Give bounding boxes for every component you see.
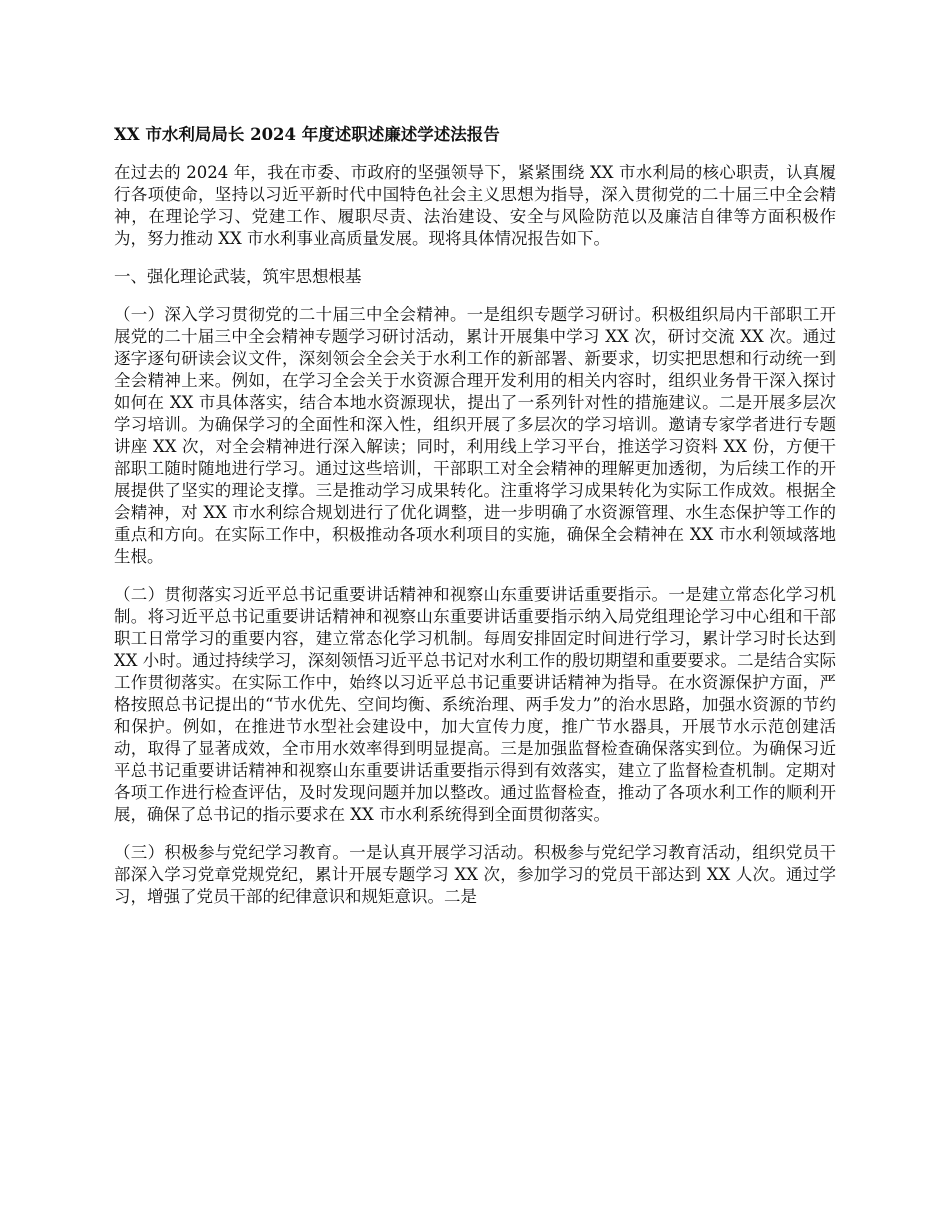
document-title: XX 市水利局局长 2024 年度述职述廉述学述法报告: [114, 125, 500, 144]
paragraph-3: （三）积极参与党纪学习教育。一是认真开展学习活动。积极参与党纪学习教育活动，组织党员干部深入学习党章党规党纪，累计开展专题学习 XX 次，参加学习的党员干部达到 XX 人次。通过学习，增强了党员干部的纪律意识和规矩意识。二是: [114, 843, 836, 906]
paragraph-1: （一）深入学习贯彻党的二十届三中全会精神。一是组织专题学习研讨。积极组织局内干部职工开展党的二十届三中全会精神专题学习研讨活动，累计开展集中学习 XX 次，研讨交流 XX 次。通过逐字逐句研读会议文件，深刻领会全会关于水利工作的新部署、新要求，切实把思想和行动统一到全会精神上来。例如，在学习全会关于水资源合理开发利用的相关内容时，组织业务骨干深入探讨如何在 XX 市具体落实，结合本地水资源现状，提出了一系列针对性的措施建议。二是开展多层次学习培训。为确保学习的全面性和深入性，组织开展了多层次的学习培训。邀请专家学者进行专题讲座 XX 次，对全会精神进行深入解读；同时，利用线上学习平台，推送学习资料 XX 份，方便干部职工随时随地进行学习。通过这些培训，干部职工对全会精神的理解更加透彻，为后续工作的开展提供了坚实的理论支撑。三是推动学习成果转化。注重将学习成果转化为实际工作成效。根据全会精神，对 XX 市水利综合规划进行了优化调整，进一步明确了水资源管理、水生态保护等工作的重点和方向。在实际工作中，积极推动各项水利项目的实施，确保全会精神在 XX 市水利领域落地生根。: [114, 305, 836, 566]
section-heading-1: 一、强化理论武装，筑牢思想根基: [114, 267, 362, 286]
paragraph-2: （二）贯彻落实习近平总书记重要讲话精神和视察山东重要讲话重要指示。一是建立常态化学习机制。将习近平总书记重要讲话精神和视察山东重要讲话重要指示纳入局党组理论学习中心组和干部职工日常学习的重要内容，建立常态化学习机制。每周安排固定时间进行学习，累计学习时长达到 XX 小时。通过持续学习，深刻领悟习近平总书记对水利工作的殷切期望和重要要求。二是结合实际工作贯彻落实。在实际工作中，始终以习近平总书记重要讲话精神为指导。在水资源保护方面，严格按照总书记提出的“节水优先、空间均衡、系统治理、两手发力”的治水思路，加强水资源的节约和保护。例如，在推进节水型社会建设中，加大宣传力度，推广节水器具，开展节水示范创建活动，取得了显著成效，全市用水效率得到明显提高。三是加强监督检查确保落实到位。为确保习近平总书记重要讲话精神和视察山东重要讲话重要指示得到有效落实，建立了监督检查机制。定期对各项工作进行检查评估，及时发现问题并加以整改。通过监督检查，推动了各项水利工作的顺利开展，确保了总书记的指示要求在 XX 市水利系统得到全面贯彻落实。: [114, 585, 836, 824]
document-page: [114, 124, 836, 924]
intro-paragraph: 在过去的 2024 年，我在市委、市政府的坚强领导下，紧紧围绕 XX 市水利局的核心职责，认真履行各项使命，坚持以习近平新时代中国特色社会主义思想为指导，深入贯彻党的二十届三中全会精神，在理论学习、党建工作、履职尽责、法治建设、安全与风险防范以及廉洁自律等方面积极作为，努力推动 XX 市水利事业高质量发展。现将具体情况报告如下。: [114, 163, 836, 248]
